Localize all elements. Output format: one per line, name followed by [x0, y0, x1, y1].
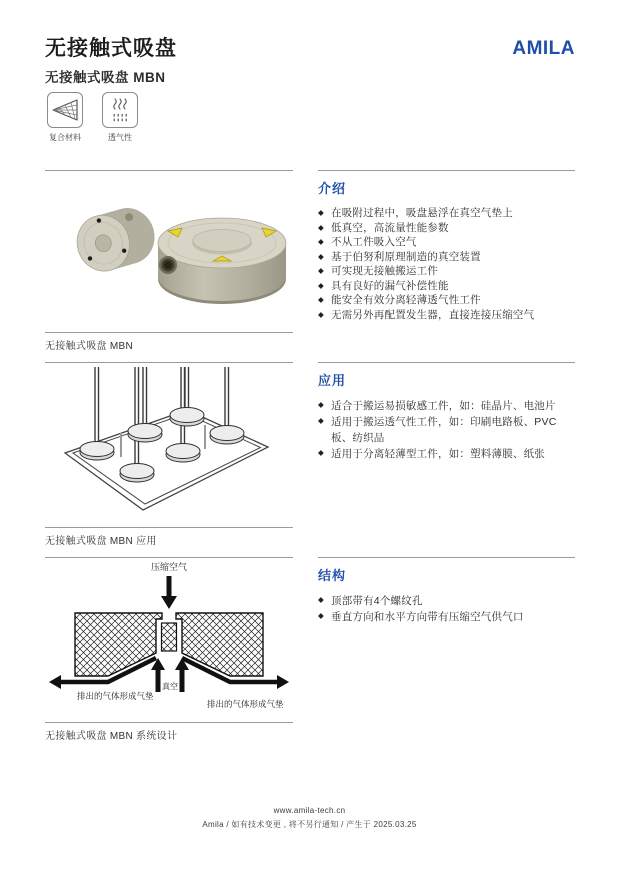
figure-application — [45, 362, 293, 547]
feature-label: 复合材料 — [49, 133, 81, 142]
brand-logo: AMILA — [512, 38, 575, 59]
list-item: ◆ 垂直方向和水平方向带有压缩空气供气口 — [318, 609, 575, 625]
section-application-heading: 应用 — [318, 373, 347, 388]
product-image — [45, 171, 293, 327]
feature-icons — [45, 92, 140, 143]
list-item: ◆ 适合于搬运易损敏感工件，如：硅晶片、电池片 — [318, 398, 575, 414]
list-item: ◆ 不从工件吸入空气 — [318, 235, 575, 250]
footer-url: www.amila-tech.cn — [273, 806, 346, 815]
system-diagram — [45, 558, 293, 717]
structure-bullet-list — [318, 593, 575, 625]
footer-note: Amila / 如有技术变更 , 将不另行通知 / 产生于 2025.03.25 — [202, 820, 417, 829]
section-structure-heading: 结构 — [318, 568, 347, 583]
page-footer — [0, 806, 619, 830]
label-compressed-air: 压缩空气 — [150, 562, 188, 572]
section-structure — [318, 557, 575, 625]
list-item: ◆ 可实现无接触搬运工件 — [318, 264, 575, 279]
figure-application-caption: 无接触式吸盘 MBN 应用 — [45, 536, 157, 547]
list-item: ◆ 无需另外再配置发生器，直接连接压缩空气 — [318, 308, 575, 323]
figure-system — [45, 557, 293, 742]
intro-bullet-list — [318, 206, 575, 322]
list-item: ◆ 基于伯努利原理制造的真空装置 — [318, 250, 575, 265]
list-item: ◆ 适用于搬运透气性工件，如：印刷电路板、PVC板、纺织品 — [318, 414, 575, 446]
figure-system-caption: 无接触式吸盘 MBN 系统设计 — [45, 731, 178, 742]
figure-product — [45, 170, 293, 352]
label-exhaust-left: 排出的气体形成气垫 — [77, 691, 154, 701]
composite-material-icon — [47, 92, 83, 128]
section-intro-heading: 介绍 — [318, 181, 347, 196]
page-title: 无接触式吸盘 — [45, 37, 177, 60]
section-intro — [318, 170, 575, 322]
section-application — [318, 362, 575, 462]
list-item: ◆ 适用于分离轻薄型工件，如：塑料薄膜、纸张 — [318, 446, 575, 462]
figure-caption-bar — [45, 722, 293, 742]
list-item: ◆ 在吸附过程中，吸盘悬浮在真空气垫上 — [318, 206, 575, 221]
feature-label: 透气性 — [108, 133, 132, 142]
figure-product-caption: 无接触式吸盘 MBN — [45, 341, 133, 352]
application-image — [45, 363, 293, 522]
list-item: ◆ 低真空，高流量性能参数 — [318, 221, 575, 236]
figure-caption-bar — [45, 332, 293, 352]
page-subtitle: 无接触式吸盘 MBN — [45, 70, 166, 85]
breathability-icon — [102, 92, 138, 128]
label-exhaust-right: 排出的气体形成气垫 — [207, 699, 284, 709]
label-vacuum: 真空 — [162, 682, 178, 691]
figure-caption-bar — [45, 527, 293, 547]
list-item: ◆ 能安全有效分离轻薄透气性工件 — [318, 293, 575, 308]
application-bullet-list — [318, 398, 575, 462]
list-item: ◆ 具有良好的漏气补偿性能 — [318, 279, 575, 294]
feature-composite-material — [45, 92, 85, 143]
list-item: ◆ 顶部带有4个螺纹孔 — [318, 593, 575, 609]
feature-breathability — [100, 92, 140, 143]
